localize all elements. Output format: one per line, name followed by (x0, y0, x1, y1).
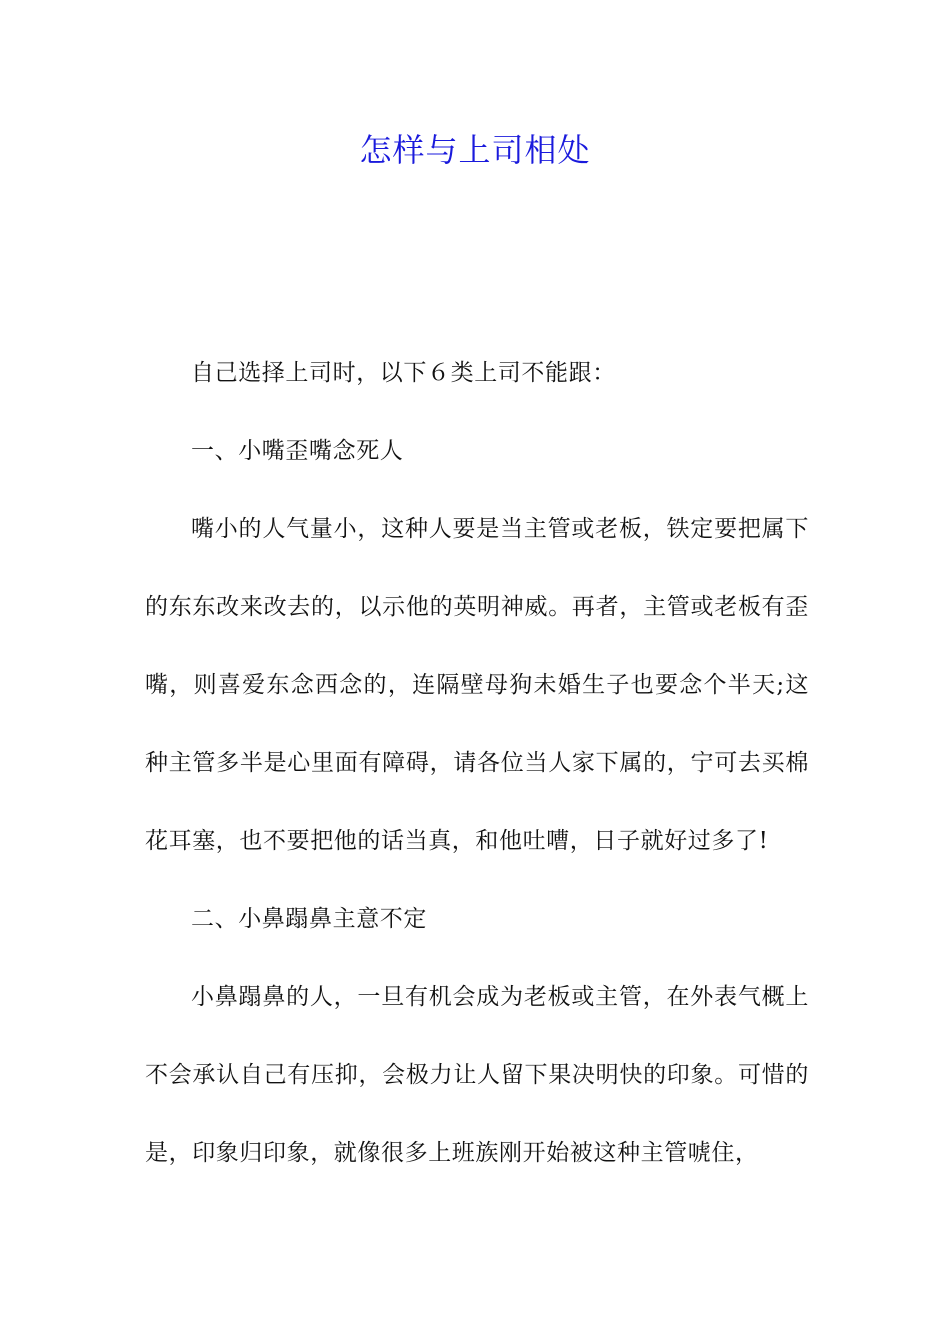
paragraph-section-2: 小鼻蹋鼻的人，一旦有机会成为老板或主管，在外表气概上不会承认自己有压抑，会极力让人留下果决明快的印象。可惜的是，印象归印象，就像很多上班族刚开始被这种主管唬住， (145, 984, 809, 1166)
paragraph-intro: 自己选择上司时，以下６类上司不能跟： (191, 360, 616, 386)
section-heading-1: 一、小嘴歪嘴念死人 (191, 438, 404, 464)
paragraph-section-1: 嘴小的人气量小，这种人要是当主管或老板，铁定要把属下的东东改来改去的，以示他的英明神威。再者，主管或老板有歪嘴，则喜爱东念西念的，连隔壁母狗未婚生子也要念个半天;这种主管多半是心里面有障碍，请各位当人家下属的，宁可去买棉花耳塞，也不要把他的话当真，和他吐嘈，日子就好过多了! (145, 516, 809, 854)
document-title: 怎样与上司相处 (359, 131, 591, 169)
section-heading-2: 二、小鼻蹋鼻主意不定 (191, 906, 427, 932)
document-body (145, 334, 809, 1192)
